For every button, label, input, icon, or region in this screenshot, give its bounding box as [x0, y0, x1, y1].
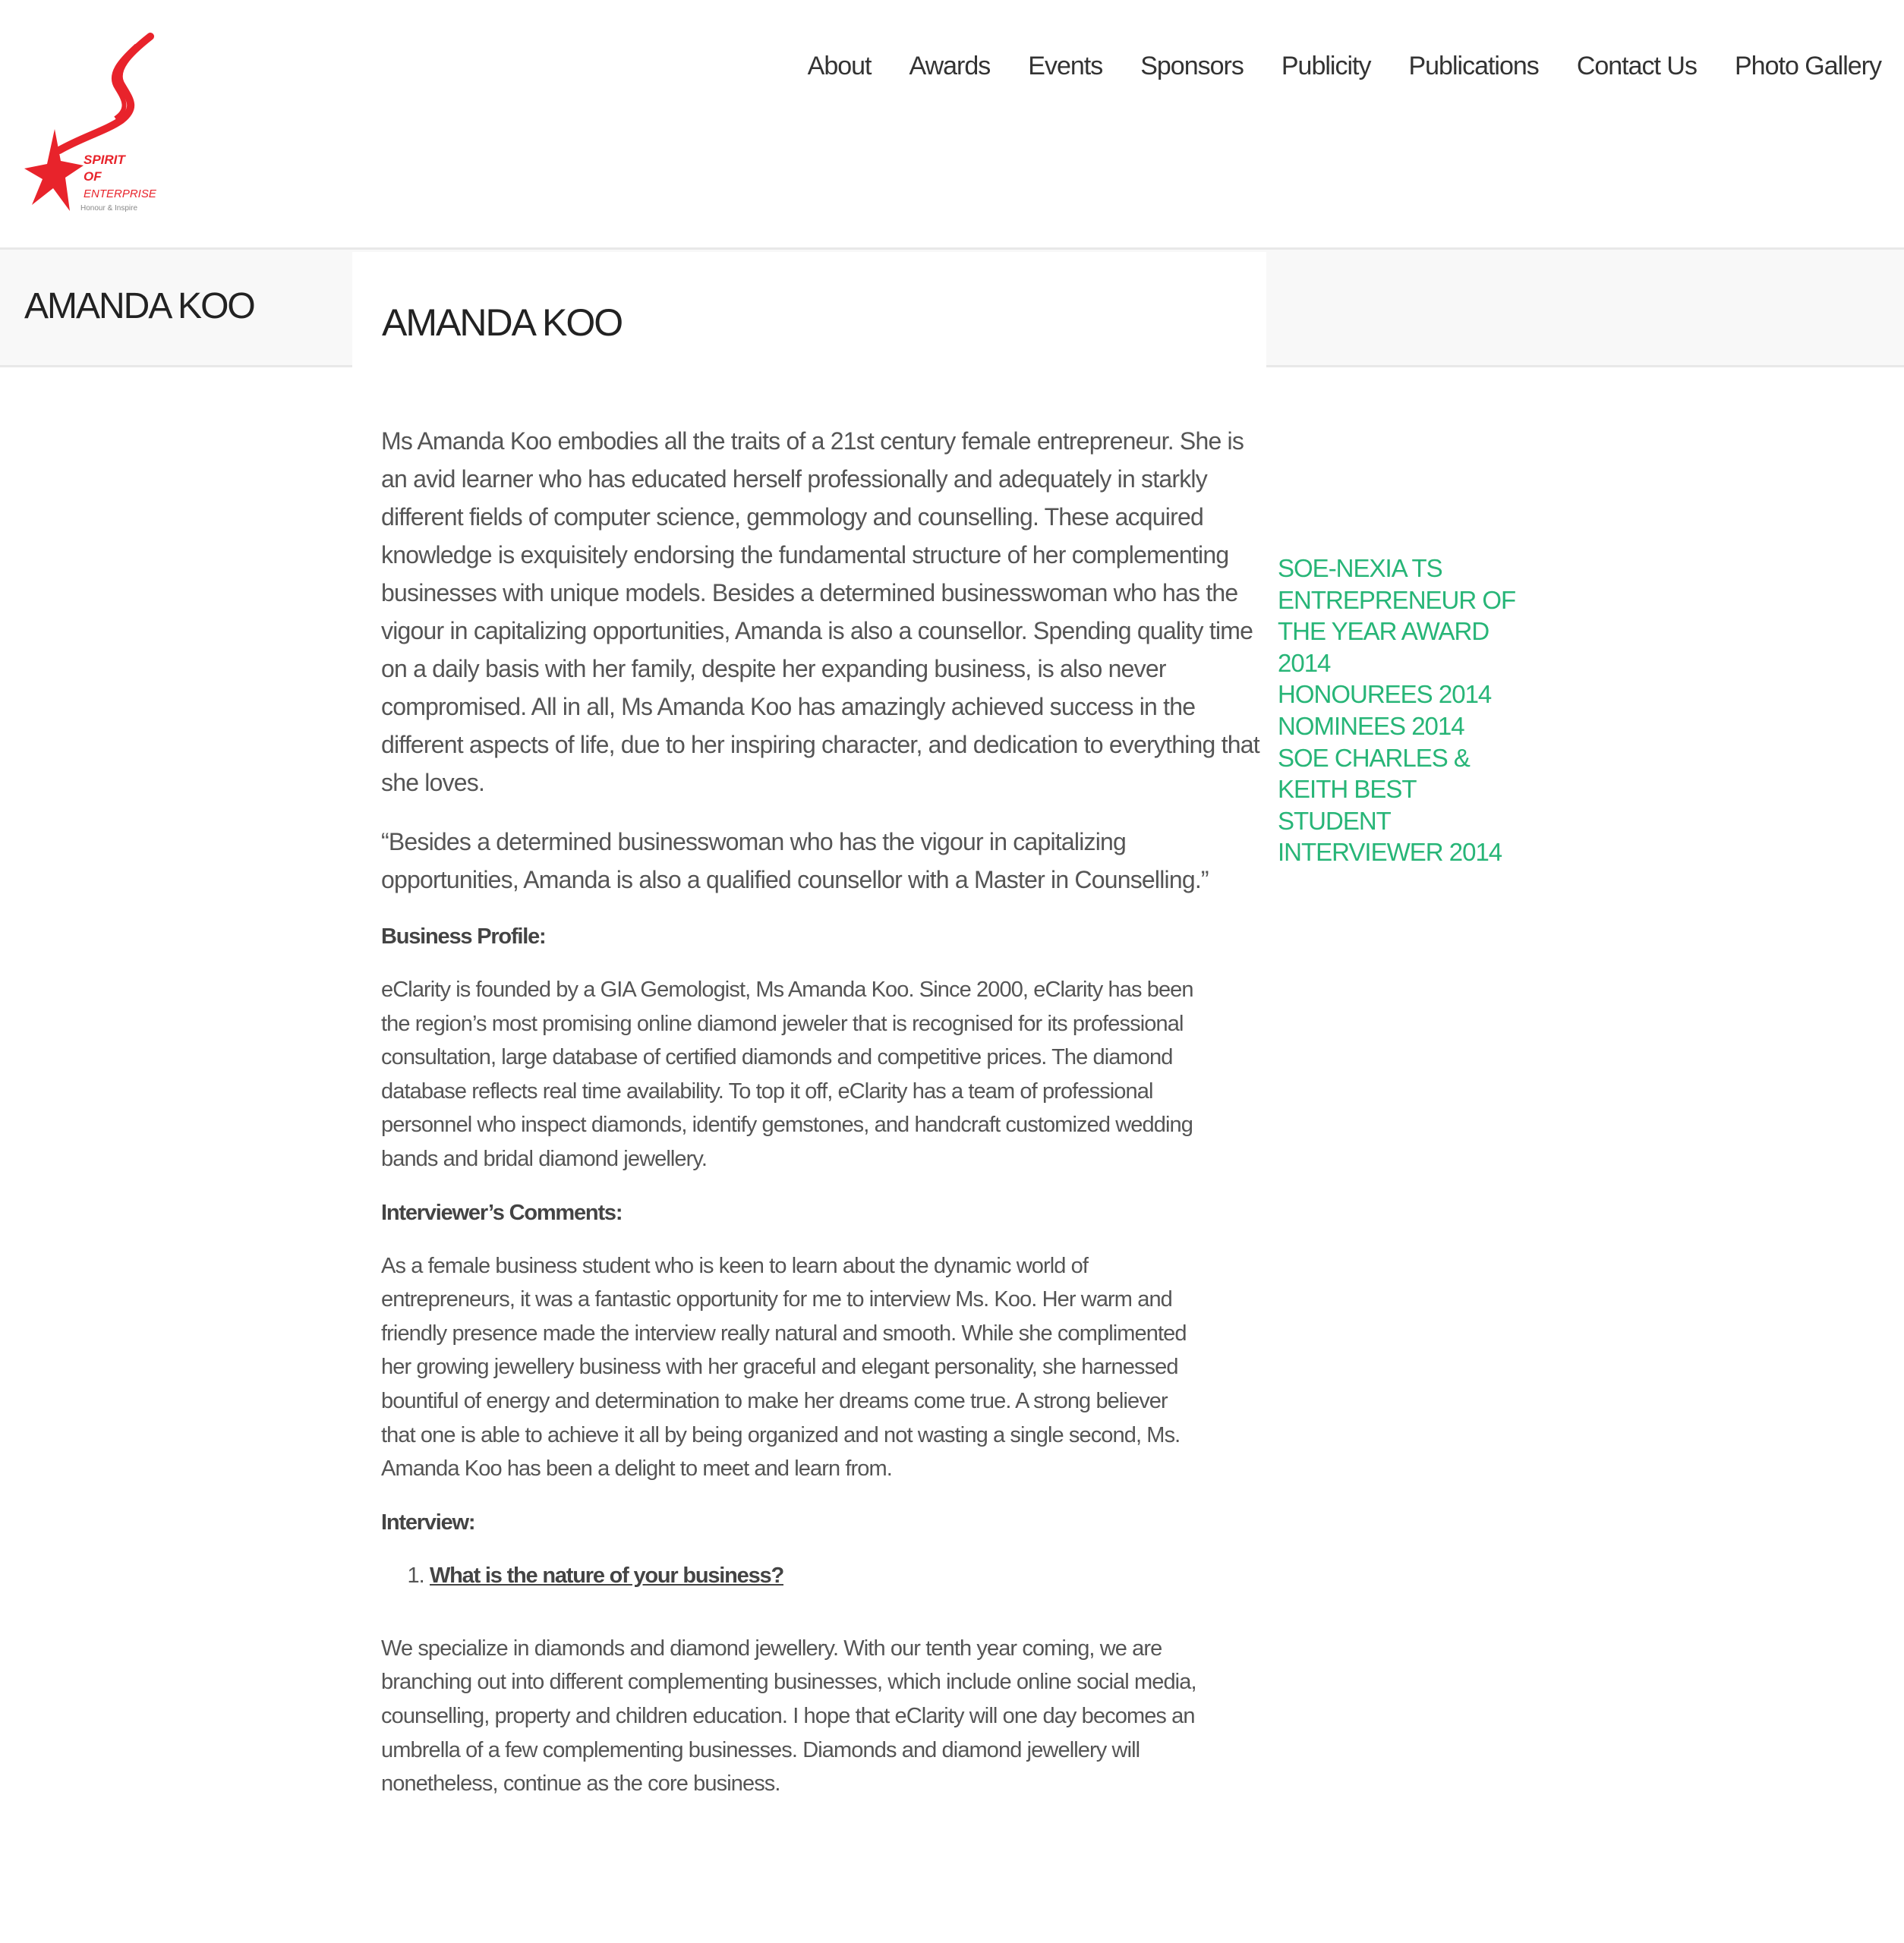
main-nav — [770, 52, 1881, 81]
business-profile-paragraph: eClarity is founded by a GIA Gemologist, Ms Amanda Koo. Since 2000, eClarity has been the region’s most promising online diamond jeweler that is recognised for its professional consultation, large database of certified diamonds and competitive prices. The diamond database reflects real time availability. To top it off, eClarity has a team of professional personnel who inspect diamonds, identify gemstones, and handcraft customized wedding bands and bridal diamond jewellery. — [381, 978, 1193, 1171]
sidebar-link-best-student-interviewer[interactable]: SOE CHARLES & KEITH BEST STUDENT INTERVIEWER 2014 — [1278, 743, 1502, 867]
nav-events[interactable]: Events — [1028, 52, 1103, 80]
site-logo[interactable] — [23, 30, 167, 224]
nav-awards[interactable]: Awards — [909, 52, 991, 80]
nav-sponsors[interactable]: Sponsors — [1140, 52, 1244, 80]
interview-answer: We specialize in diamonds and diamond jewellery. With our tenth year coming, we are branching out into different complementing businesses, which include online social media, counselling, property and children education. I hope that eClarity will one day becomes an umbrella of a few complementing businesses. Diamonds and diamond jewellery will nonetheless, continue as the core business. — [381, 1636, 1196, 1797]
interviewer-comments-paragraph: As a female business student who is keen to learn about the dynamic world of entrepreneurs, it was a fantastic opportunity for me to interview Ms. Koo. Her warm and friendly presence made the interview really natural and smooth. While she complimented her growing jewellery business with her graceful and elegant personality, she harnessed bountiful of energy and determination to make her dreams come true. A strong believer that one is able to achieve it all by being organized and not wasting a single second, Ms. Amanda Koo has been a delight to meet and learn from. — [381, 1253, 1187, 1482]
nav-photo-gallery[interactable]: Photo Gallery — [1735, 52, 1881, 80]
interview-heading: Interview: — [381, 1510, 475, 1535]
interview-questions — [381, 1559, 1262, 1592]
interviewer-comments-heading: Interviewer’s Comments: — [381, 1200, 623, 1225]
logo-line2: OF — [84, 169, 102, 184]
awards-sidebar — [1278, 553, 1528, 868]
logo-line1: SPIRIT — [84, 153, 125, 167]
nav-contact-us[interactable]: Contact Us — [1576, 52, 1697, 80]
question-text: What is the nature of your business? — [430, 1563, 783, 1588]
nav-publications[interactable]: Publications — [1408, 52, 1539, 80]
page-title: AMANDA KOO — [24, 286, 254, 326]
business-profile-heading: Business Profile: — [381, 924, 546, 949]
article-title: AMANDA KOO — [382, 301, 623, 344]
intro-paragraph: Ms Amanda Koo embodies all the traits of a 21st century female entrepreneur. She is an avid learner who has educated herself professionally and adequately in starkly different fields of computer science, gemmology and counselling. These acquired knowledge is exquisitely endorsing the fundamental structure of her complementing businesses with unique models. Besides a determined businesswoman who has the vigour in capitalizing opportunities, Amanda is also a counsellor. Spending quality time on a daily basis with her family, despite her expanding business, is also never compromised. All in all, Ms Amanda Koo has amazingly achieved success in the different aspects of life, due to her inspiring character, and dedication to everything that she loves. — [381, 427, 1259, 796]
sidebar-link-nominees[interactable]: NOMINEES 2014 — [1278, 711, 1464, 740]
logo-line3: ENTERPRISE — [84, 187, 156, 200]
spirit-of-enterprise-logo-icon — [23, 30, 167, 224]
sidebar-link-honourees[interactable]: HONOUREES 2014 — [1278, 680, 1492, 709]
nav-publicity[interactable]: Publicity — [1281, 52, 1371, 80]
logo-tagline: Honour & Inspire — [80, 204, 138, 213]
sidebar-link-entrepreneur-of-year[interactable]: SOE-NEXIA TS ENTREPRENEUR OF THE YEAR AWARD 2014 — [1278, 554, 1516, 677]
article-body — [381, 422, 1262, 1821]
nav-about[interactable]: About — [807, 52, 872, 80]
quote-paragraph: “Besides a determined businesswoman who has the vigour in capitalizing opportunities, Amanda is also a qualified counsellor with a Master in Counselling.” — [381, 828, 1209, 893]
site-header — [0, 0, 1904, 247]
interview-question — [430, 1559, 1262, 1592]
